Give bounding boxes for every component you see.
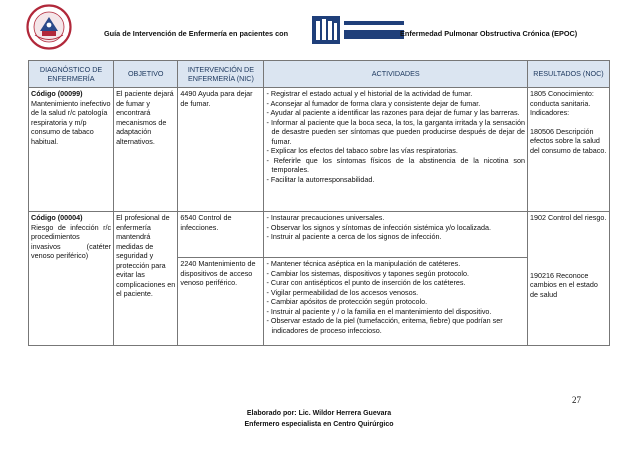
result-noc: 1805 Conocimiento: conducta sanitaria. bbox=[530, 89, 594, 108]
activities-cell bbox=[264, 258, 528, 346]
header-diagnosis-line1: DIAGNÓSTICO DE bbox=[39, 64, 103, 74]
result-indicators-label: Indicadores: bbox=[530, 108, 570, 117]
footer-author: Elaborado por: Lic. Wildor Herrera Guevara bbox=[246, 410, 392, 417]
result-indicator: 190216 Reconoce cambios en el estado de salud bbox=[530, 270, 598, 299]
activity-item: - Instruir al paciente y / o la familia en el mantenimiento del dispositivo. bbox=[266, 306, 492, 316]
activity-item: - Instaurar precauciones universales. bbox=[266, 213, 385, 222]
activity-item: - Facilitar la autorresponsabilidad. bbox=[266, 174, 375, 184]
activity-item: - Observar estado de la piel (tumefacción, eritema, fiebre) que podrían ser indicadores de proceso infeccioso. bbox=[266, 316, 503, 335]
activities-cell bbox=[264, 212, 528, 258]
activity-item: - Instruir al paciente a cerca de los signos de infección. bbox=[266, 232, 442, 241]
activity-item: - Observar los signos y síntomas de infección sistémica y/o localizada. bbox=[266, 222, 491, 232]
activity-item: - Aconsejar al fumador de forma clara y consistente dejar de fumar. bbox=[266, 98, 481, 108]
activity-item: - Vigilar permeabilidad de los accesos venosos. bbox=[266, 287, 419, 297]
objective-cell: El paciente dejará de fumar y encontrará mecanismos de adaptación alternativos. bbox=[114, 88, 178, 212]
activity-item: - Ayudar al paciente a identificar las razones para dejar de fumar y las barreras. bbox=[266, 108, 520, 117]
activity-item: - Explicar los efectos del tabaco sobre las vías respiratorias. bbox=[266, 146, 458, 155]
footer-author-role: Enfermero especialista en Centro Quirúrgico bbox=[244, 421, 394, 428]
header-intervention-line2: ENFERMERÍA (NIC) bbox=[187, 74, 254, 83]
table-row bbox=[29, 88, 610, 212]
diagnosis-cell bbox=[29, 88, 114, 212]
result-indicator: 180506 Descripción efectos sobre la salud del consumo de tabaco. bbox=[530, 126, 607, 155]
results-cell bbox=[528, 88, 610, 212]
header-objective: OBJETIVO bbox=[114, 61, 178, 88]
header-intervention bbox=[178, 61, 264, 88]
intervention-cell: 4490 Ayuda para dejar de fumar. bbox=[178, 88, 264, 212]
hospital-seal-logo bbox=[26, 4, 72, 50]
activity-item: - Mantener técnica aséptica en la manipulación de catéteres. bbox=[266, 259, 461, 268]
header-results: RESULTADOS (NOC) bbox=[528, 61, 610, 88]
header-right-text: Enfermedad Pulmonar Obstructiva Crónica (EPOC) bbox=[400, 29, 578, 38]
table-row bbox=[29, 212, 610, 258]
header-diagnosis bbox=[29, 61, 114, 88]
table-header-row bbox=[29, 61, 610, 88]
header-left-text: Guía de Intervención de Enfermería en pacientes con bbox=[104, 29, 289, 38]
diagnosis-code: Código (00004) bbox=[31, 213, 83, 222]
activity-item: - Referirle que los síntomas físicos de la abstinencia de la nicotina son temporales. bbox=[266, 155, 525, 174]
page-number: 27 bbox=[572, 395, 581, 405]
diagnosis-text: Mantenimiento inefectivo de la salud r/c patología respiratoria y m/p consumo de tabaco habitual. bbox=[31, 98, 111, 146]
activity-item: - Curar con antisépticos el punto de inserción de los catéteres. bbox=[266, 278, 466, 287]
nursing-care-plan-table bbox=[28, 60, 610, 346]
activity-item: - Registrar el estado actual y el historial de la actividad de fumar. bbox=[266, 89, 473, 98]
diagnosis-code: Código (00099) bbox=[31, 89, 83, 98]
result-noc: 1902 Control del riesgo. bbox=[530, 213, 607, 222]
activity-item: - Cambiar los sistemas, dispositivos y tapones según protocolo. bbox=[266, 268, 470, 278]
intervention-cell: 6540 Control de infecciones. bbox=[178, 212, 264, 258]
activity-item: - Cambiar apósitos de protección según protocolo. bbox=[266, 297, 428, 306]
header-activities: ACTIVIDADES bbox=[264, 61, 528, 88]
activities-cell bbox=[264, 88, 528, 212]
objective-cell: El profesional de enfermería mantendrá medidas de seguridad y protección para evitar las complicaciones en el paciente. bbox=[114, 212, 178, 346]
header-diagnosis-line2: ENFERMERÍA bbox=[47, 74, 95, 83]
results-cell bbox=[528, 212, 610, 346]
activity-item: - Informar al paciente que la boca seca, la tos, la garganta irritada y la sensación de desastre pueden ser síntomas que pueden producirse después de dejar de fumar. bbox=[266, 117, 525, 146]
diagnosis-text: Riesgo de infección r/c procedimientos invasivos (catéter venoso periférico) bbox=[31, 222, 112, 260]
diagnosis-cell bbox=[29, 212, 114, 346]
document-header bbox=[0, 0, 638, 58]
hospital-dos-de-mayo-logo bbox=[310, 13, 406, 47]
header-intervention-line1: INTERVENCIÓN DE bbox=[187, 64, 255, 74]
intervention-cell: 2240 Mantenimiento de dispositivos de acceso venoso periférico. bbox=[178, 258, 264, 346]
